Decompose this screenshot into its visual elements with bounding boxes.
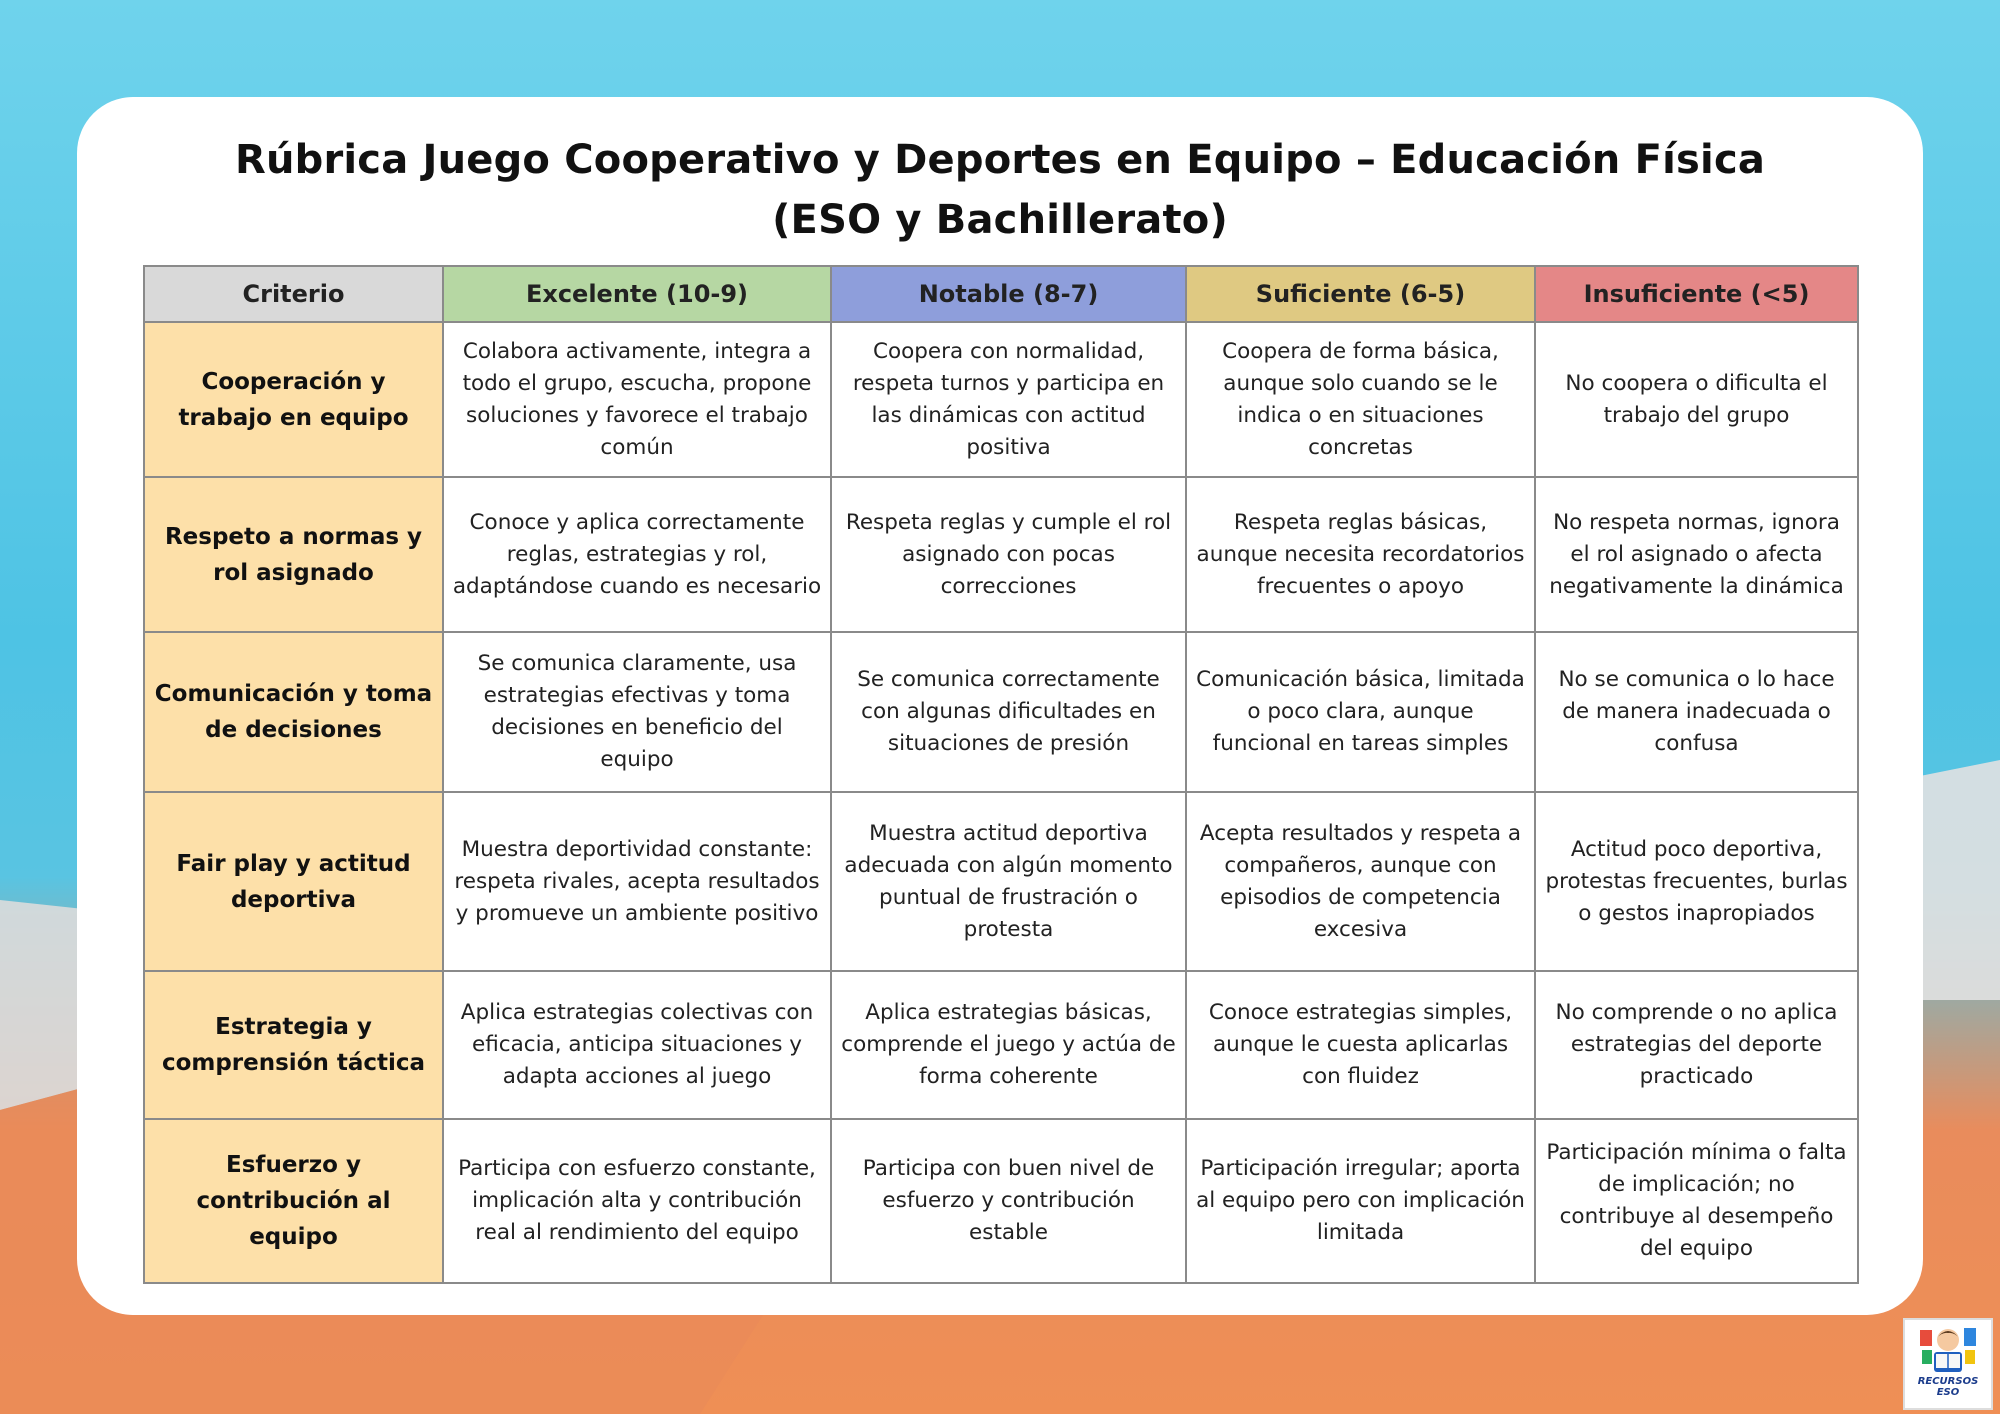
notable-cell: Coopera con normalidad, respeta turnos y participa en las dinámicas con actitud positiva: [831, 322, 1186, 477]
excelente-cell: Muestra deportividad constante: respeta rivales, acepta resultados y promueve un ambiente positivo: [443, 792, 831, 971]
title-line-2: (ESO y Bachillerato): [772, 197, 1228, 243]
suficiente-cell: Conoce estrategias simples, aunque le cuesta aplicarlas con fluidez: [1186, 971, 1535, 1119]
criterion-cell: Cooperación y trabajo en equipo: [144, 322, 443, 477]
notable-cell: Aplica estrategias básicas, comprende el juego y actúa de forma coherente: [831, 971, 1186, 1119]
header-suficiente: Suficiente (6-5): [1186, 266, 1535, 322]
criterion-cell: Fair play y actitud deportiva: [144, 792, 443, 971]
suficiente-cell: Respeta reglas básicas, aunque necesita recordatorios frecuentes o apoyo: [1186, 477, 1535, 632]
criterion-cell: Comunicación y toma de decisiones: [144, 632, 443, 792]
notable-cell: Participa con buen nivel de esfuerzo y contribución estable: [831, 1119, 1186, 1283]
notable-cell: Respeta reglas y cumple el rol asignado con pocas correcciones: [831, 477, 1186, 632]
insuficiente-cell: Participación mínima o falta de implicación; no contribuye al desempeño del equipo: [1535, 1119, 1858, 1283]
table-row: [144, 971, 1858, 1119]
insuficiente-cell: No coopera o dificulta el trabajo del grupo: [1535, 322, 1858, 477]
suficiente-cell: Comunicación básica, limitada o poco clara, aunque funcional en tareas simples: [1186, 632, 1535, 792]
header-notable: Notable (8-7): [831, 266, 1186, 322]
logo-text-1: RECURSOS: [1917, 1376, 1979, 1387]
header-insuficiente: Insuficiente (<5): [1535, 266, 1858, 322]
excelente-cell: Se comunica claramente, usa estrategias efectivas y toma decisiones en beneficio del equipo: [443, 632, 831, 792]
notable-cell: Muestra actitud deportiva adecuada con algún momento puntual de frustración o protesta: [831, 792, 1186, 971]
insuficiente-cell: No se comunica o lo hace de manera inadecuada o confusa: [1535, 632, 1858, 792]
excelente-cell: Participa con esfuerzo constante, implicación alta y contribución real al rendimiento del equipo: [443, 1119, 831, 1283]
excelente-cell: Conoce y aplica correctamente reglas, estrategias y rol, adaptándose cuando es necesario: [443, 477, 831, 632]
suficiente-cell: Coopera de forma básica, aunque solo cuando se le indica o en situaciones concretas: [1186, 322, 1535, 477]
table-row: [144, 322, 1858, 477]
page-title: [0, 130, 2000, 250]
excelente-cell: Colabora activamente, integra a todo el grupo, escucha, propone soluciones y favorece el trabajo común: [443, 322, 831, 477]
suficiente-cell: Acepta resultados y respeta a compañeros, aunque con episodios de competencia excesiva: [1186, 792, 1535, 971]
rubric-table: [143, 265, 1859, 1284]
insuficiente-cell: Actitud poco deportiva, protestas frecuentes, burlas o gestos inapropiados: [1535, 792, 1858, 971]
table-row: [144, 632, 1858, 792]
reading-student-icon: [1918, 1324, 1978, 1376]
insuficiente-cell: No respeta normas, ignora el rol asignado o afecta negativamente la dinámica: [1535, 477, 1858, 632]
table-row: [144, 477, 1858, 632]
logo-text-2: ESO: [1936, 1387, 1960, 1398]
criterion-cell: Respeto a normas y rol asignado: [144, 477, 443, 632]
recursos-eso-logo: [1903, 1318, 1993, 1410]
insuficiente-cell: No comprende o no aplica estrategias del deporte practicado: [1535, 971, 1858, 1119]
table-row: [144, 1119, 1858, 1283]
criterion-cell: Estrategia y comprensión táctica: [144, 971, 443, 1119]
table-row: [144, 792, 1858, 971]
header-criterio: Criterio: [144, 266, 443, 322]
notable-cell: Se comunica correctamente con algunas dificultades en situaciones de presión: [831, 632, 1186, 792]
criterion-cell: Esfuerzo y contribución al equipo: [144, 1119, 443, 1283]
excelente-cell: Aplica estrategias colectivas con eficacia, anticipa situaciones y adapta acciones al juego: [443, 971, 831, 1119]
title-line-1: Rúbrica Juego Cooperativo y Deportes en Equipo – Educación Física: [234, 137, 1766, 183]
header-row: [144, 266, 1858, 322]
header-excelente: Excelente (10-9): [443, 266, 831, 322]
suficiente-cell: Participación irregular; aporta al equipo pero con implicación limitada: [1186, 1119, 1535, 1283]
